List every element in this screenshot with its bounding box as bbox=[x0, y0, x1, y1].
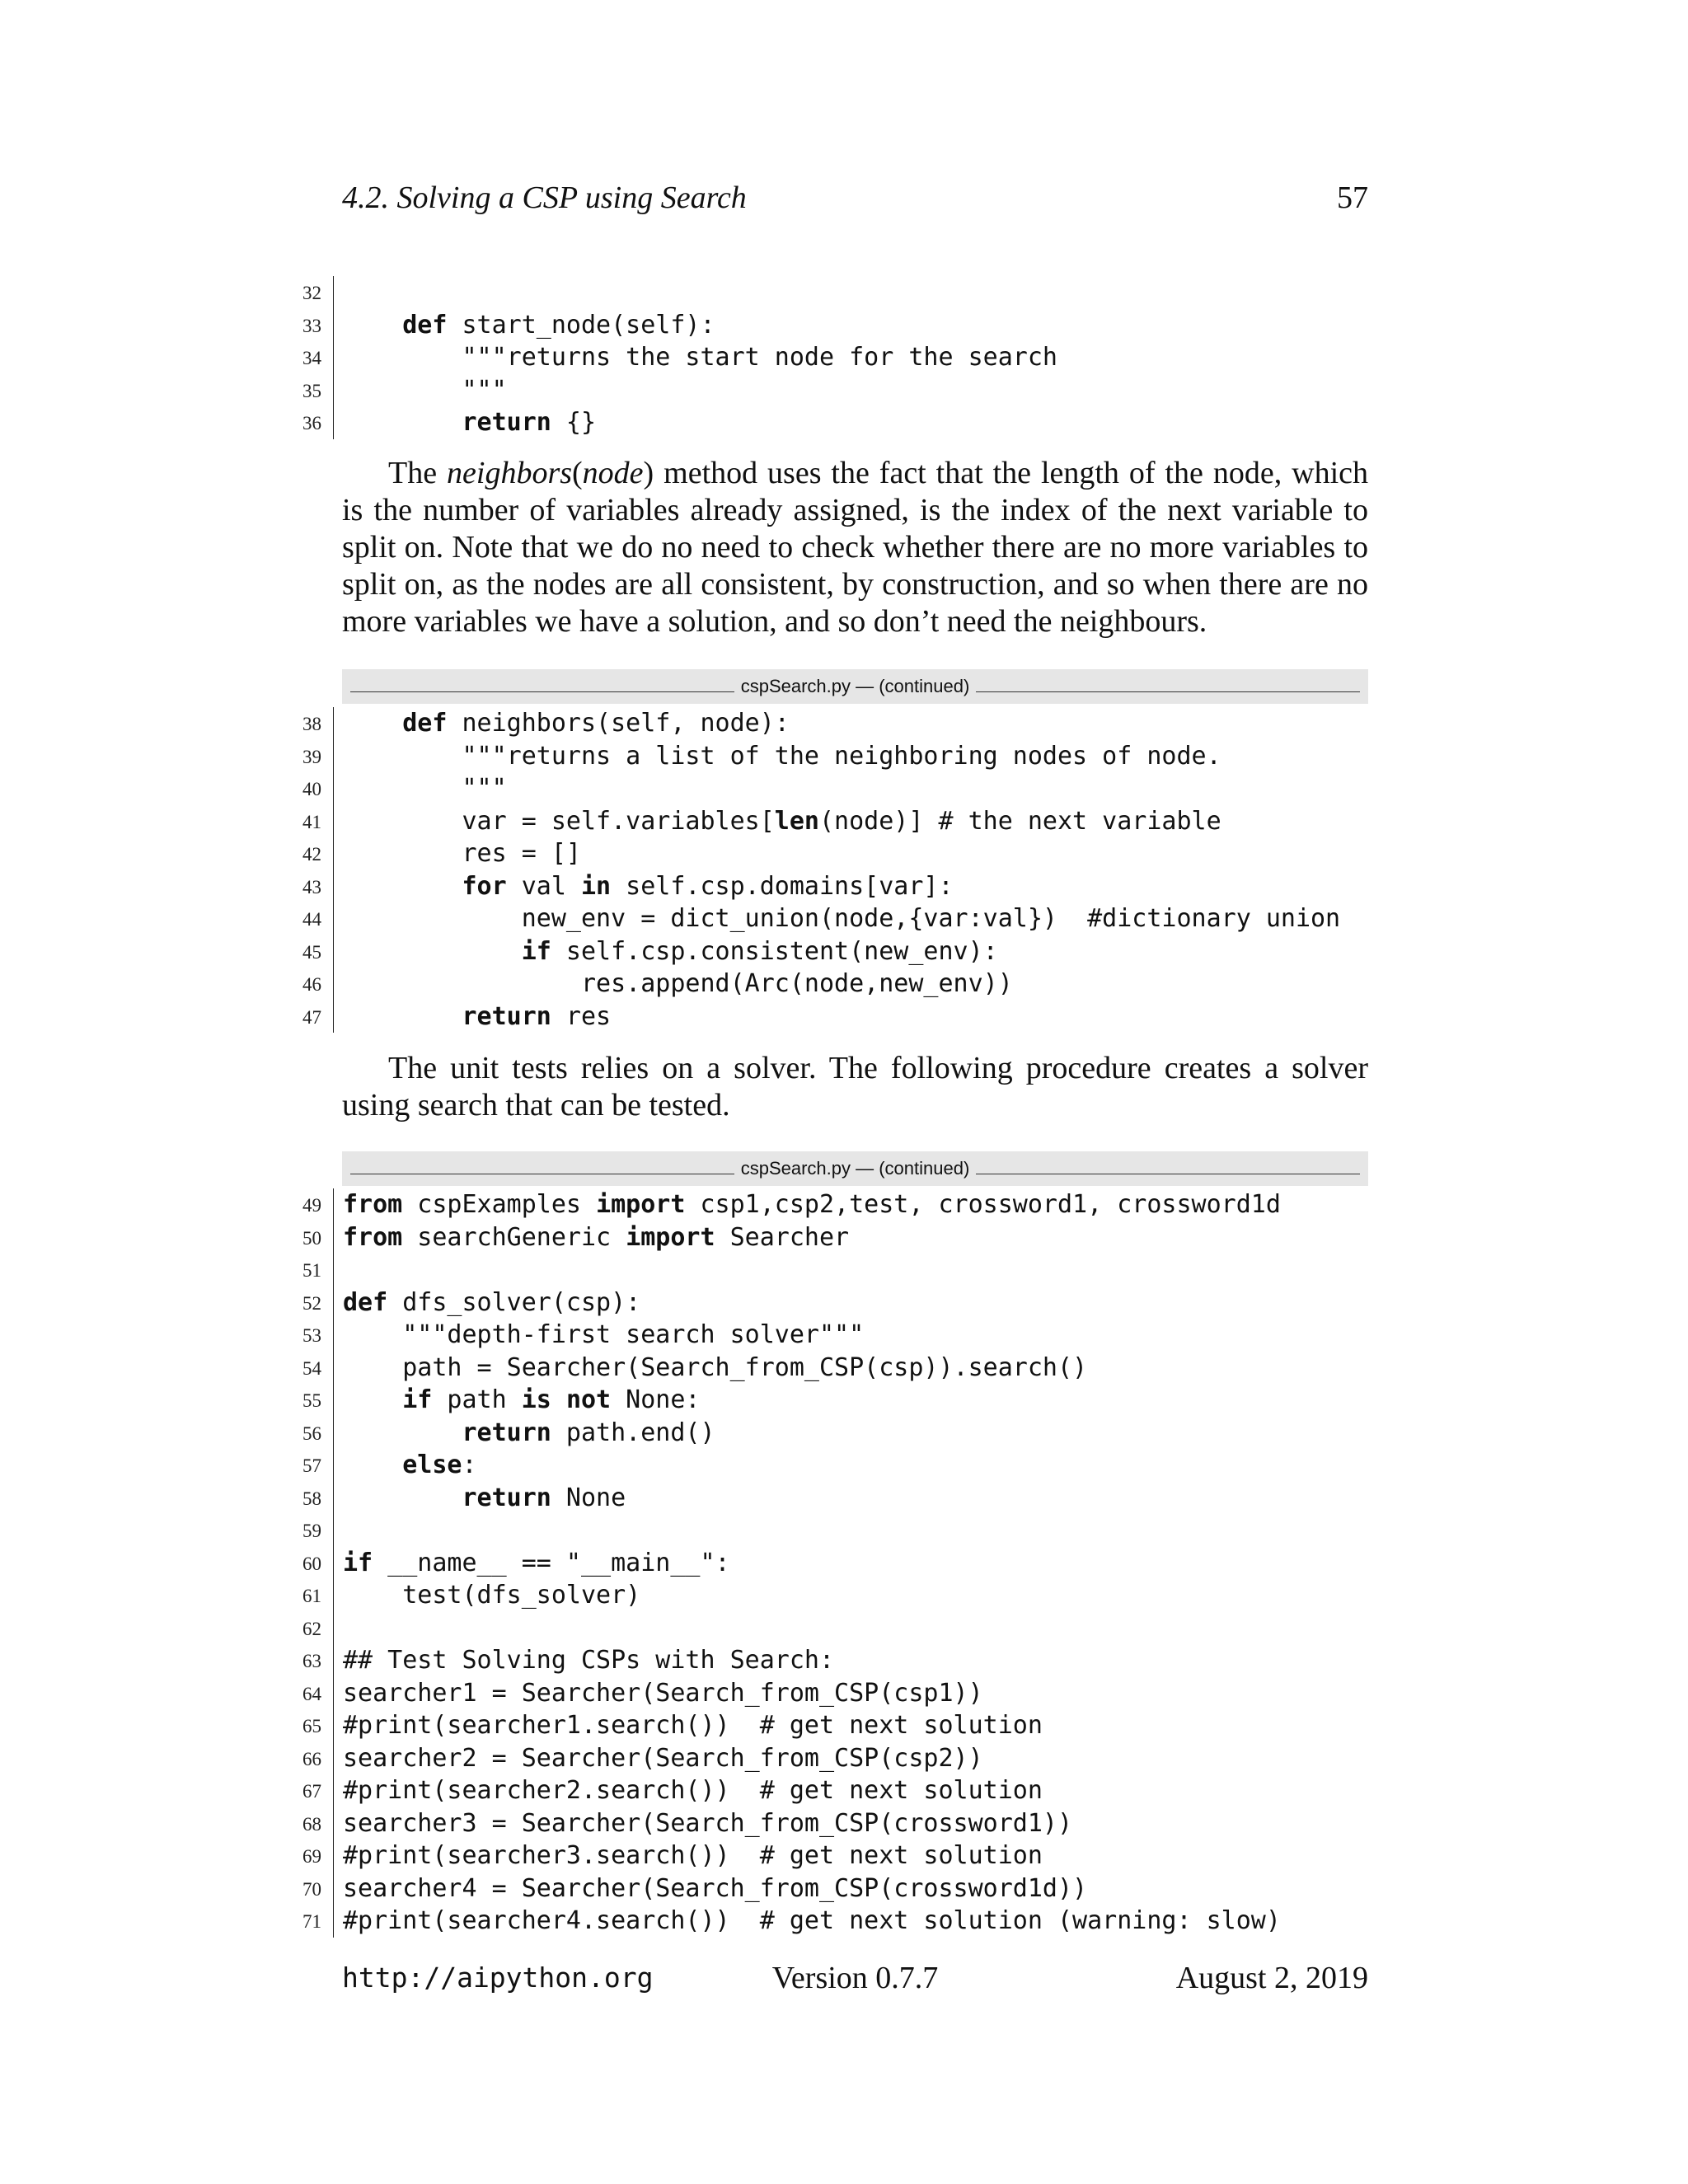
code-line bbox=[288, 341, 1376, 374]
code-keyword: from bbox=[343, 1190, 403, 1219]
code-text: test(dfs_solver) bbox=[343, 1581, 641, 1610]
line-number: 42 bbox=[302, 844, 321, 865]
code-line bbox=[288, 1449, 1376, 1482]
code-text: for val in self.csp.domains[var]: bbox=[462, 871, 954, 901]
code-line bbox=[288, 1709, 1376, 1742]
footer-url[interactable]: http://aipython.org bbox=[342, 1961, 654, 1994]
line-number: 71 bbox=[302, 1911, 321, 1932]
code-line bbox=[288, 1514, 1376, 1547]
code-text: return path.end() bbox=[462, 1418, 715, 1447]
listing-caption: cspSearch.py — (continued) bbox=[734, 1158, 977, 1179]
code-text: searcher4 = Searcher(Search_from_CSP(crossword1d)) bbox=[343, 1873, 1088, 1903]
code-text: new_env = dict_union(node,{var:val}) #dictionary union bbox=[343, 904, 1341, 933]
code-keyword: is bbox=[521, 1385, 551, 1414]
code-keyword: in bbox=[581, 871, 612, 901]
code-line bbox=[288, 1417, 1376, 1450]
code-line bbox=[288, 1872, 1376, 1905]
code-line bbox=[288, 1352, 1376, 1385]
code-listing-start-node bbox=[288, 276, 1376, 439]
code-text: #print(searcher1.search()) # get next solution bbox=[343, 1711, 1043, 1740]
line-number: 67 bbox=[302, 1781, 321, 1802]
code-line bbox=[288, 1482, 1376, 1515]
code-text: """returns a list of the neighboring nodes of node. bbox=[343, 741, 1221, 771]
code-line bbox=[288, 1286, 1376, 1319]
code-line bbox=[288, 1579, 1376, 1612]
code-listing-neighbors bbox=[288, 707, 1376, 1033]
paragraph-neighbors: The neighbors(node) method uses the fact that the length of the node, which is the number of variables already assigned, is the index of the next variable to split on. Note that we do no need to check whether there are no more variables to split on, as the nodes are all consistent, by construction, and so when there are no more variables we have a solution, and so don’t need the neighbours. bbox=[342, 456, 1368, 639]
code-text: if self.csp.consistent(new_env): bbox=[521, 936, 998, 966]
running-header bbox=[342, 180, 1368, 221]
code-keyword: import bbox=[596, 1190, 686, 1219]
line-number: 62 bbox=[302, 1618, 321, 1639]
code-line bbox=[288, 772, 1376, 805]
code-line bbox=[288, 968, 1376, 1001]
line-number: 35 bbox=[302, 380, 321, 401]
code-text: path = Searcher(Search_from_CSP(csp)).search() bbox=[343, 1352, 1088, 1382]
line-number: 65 bbox=[302, 1716, 321, 1736]
code-keyword: if bbox=[343, 1548, 373, 1577]
code-text: def neighbors(self, node): bbox=[402, 709, 790, 738]
code-keyword: return bbox=[462, 408, 551, 437]
code-text: return {} bbox=[462, 408, 597, 437]
paragraph-unit-tests: The unit tests relies on a solver. The following procedure creates a solver using search that can be tested. bbox=[342, 1051, 1368, 1122]
code-text: searcher2 = Searcher(Search_from_CSP(csp2)) bbox=[343, 1743, 983, 1773]
line-number: 34 bbox=[302, 348, 321, 368]
page-number: 57 bbox=[1337, 180, 1368, 215]
code-keyword: def bbox=[343, 1287, 388, 1317]
code-line bbox=[288, 707, 1376, 740]
method-argument: node bbox=[582, 456, 644, 490]
code-text: #print(searcher2.search()) # get next solution bbox=[343, 1776, 1043, 1805]
line-number: 41 bbox=[302, 811, 321, 832]
code-text: from cspExamples import csp1,csp2,test, crossword1, crossword1d bbox=[343, 1190, 1281, 1219]
line-number: 51 bbox=[302, 1260, 321, 1281]
line-number: 64 bbox=[302, 1683, 321, 1704]
code-text: return res bbox=[462, 1001, 612, 1031]
line-number: 57 bbox=[302, 1455, 321, 1476]
code-text: var = self.variables[len(node)] # the next variable bbox=[343, 806, 1221, 836]
code-keyword: for bbox=[462, 871, 507, 901]
code-text: """returns the start node for the search bbox=[343, 343, 1057, 372]
code-line bbox=[288, 309, 1376, 342]
line-number: 54 bbox=[302, 1357, 321, 1379]
line-number: 39 bbox=[302, 746, 321, 767]
code-text: else: bbox=[402, 1451, 477, 1479]
code-text: ## Test Solving CSPs with Search: bbox=[343, 1646, 835, 1675]
code-line bbox=[288, 870, 1376, 903]
line-number: 58 bbox=[302, 1488, 321, 1509]
code-line bbox=[288, 1677, 1376, 1710]
code-text: if __name__ == "__main__": bbox=[343, 1548, 730, 1577]
code-line bbox=[288, 1774, 1376, 1807]
code-line bbox=[288, 1319, 1376, 1352]
code-keyword: from bbox=[343, 1222, 403, 1252]
line-number: 55 bbox=[302, 1390, 321, 1411]
code-keyword: return bbox=[462, 1001, 551, 1031]
listing-caption: cspSearch.py — (continued) bbox=[734, 676, 977, 696]
code-line bbox=[288, 406, 1376, 439]
code-line bbox=[288, 935, 1376, 968]
code-keyword: import bbox=[626, 1222, 715, 1252]
line-number: 53 bbox=[302, 1325, 321, 1346]
line-number: 33 bbox=[302, 315, 321, 336]
line-number: 38 bbox=[302, 714, 321, 734]
code-text: """ bbox=[343, 375, 507, 405]
line-number: 59 bbox=[302, 1521, 321, 1541]
code-text: if path is not None: bbox=[402, 1385, 701, 1414]
code-keyword: return bbox=[462, 1483, 551, 1512]
method-name: neighbors bbox=[447, 456, 573, 490]
line-number: 68 bbox=[302, 1813, 321, 1835]
code-line bbox=[288, 1188, 1376, 1221]
code-text: return None bbox=[462, 1483, 626, 1512]
code-text: searcher3 = Searcher(Search_from_CSP(crossword1)) bbox=[343, 1808, 1073, 1838]
code-line bbox=[288, 1384, 1376, 1417]
line-number: 45 bbox=[302, 941, 321, 963]
line-number: 32 bbox=[302, 283, 321, 303]
line-number: 63 bbox=[302, 1651, 321, 1671]
line-number: 49 bbox=[302, 1195, 321, 1216]
line-number: 47 bbox=[302, 1006, 321, 1028]
line-number: 70 bbox=[302, 1878, 321, 1900]
code-text: from searchGeneric import Searcher bbox=[343, 1222, 850, 1252]
line-number: 46 bbox=[302, 974, 321, 995]
listing-banner bbox=[342, 669, 1368, 704]
code-text: def dfs_solver(csp): bbox=[343, 1287, 641, 1317]
code-text: searcher1 = Searcher(Search_from_CSP(csp1)) bbox=[343, 1678, 983, 1708]
code-text: res.append(Arc(node,new_env)) bbox=[343, 969, 1013, 998]
line-number: 40 bbox=[302, 779, 321, 799]
code-line bbox=[288, 805, 1376, 838]
code-keyword: if bbox=[521, 936, 551, 966]
line-number: 66 bbox=[302, 1748, 321, 1769]
code-keyword: if bbox=[402, 1385, 433, 1414]
code-line bbox=[288, 740, 1376, 773]
code-listing-dfs-solver bbox=[288, 1188, 1376, 1938]
code-keyword: def bbox=[402, 709, 448, 738]
code-line bbox=[288, 1807, 1376, 1840]
code-keyword: else bbox=[402, 1451, 462, 1479]
line-number: 50 bbox=[302, 1227, 321, 1249]
code-line bbox=[288, 1644, 1376, 1677]
line-number: 36 bbox=[302, 413, 321, 434]
code-text: """depth-first search solver""" bbox=[343, 1320, 865, 1349]
section-title: 4.2. Solving a CSP using Search bbox=[342, 180, 747, 215]
code-keyword: len bbox=[774, 806, 819, 836]
code-text: #print(searcher4.search()) # get next solution (warning: slow) bbox=[343, 1906, 1281, 1935]
code-keyword: not bbox=[565, 1385, 612, 1414]
line-number: 60 bbox=[302, 1553, 321, 1574]
footer-date: August 2, 2019 bbox=[1175, 1961, 1368, 1995]
code-line bbox=[288, 837, 1376, 870]
listing-banner bbox=[342, 1151, 1368, 1186]
line-number: 52 bbox=[302, 1292, 321, 1314]
page-footer bbox=[342, 1960, 1368, 2001]
line-number: 56 bbox=[302, 1422, 321, 1444]
footer-version: Version 0.7.7 bbox=[771, 1961, 939, 1995]
code-line bbox=[288, 276, 1376, 309]
line-number: 69 bbox=[302, 1846, 321, 1867]
line-number: 61 bbox=[302, 1586, 321, 1606]
code-text: def start_node(self): bbox=[402, 310, 715, 340]
code-line bbox=[288, 1840, 1376, 1872]
code-keyword: return bbox=[462, 1418, 551, 1447]
code-line bbox=[288, 1612, 1376, 1645]
code-line bbox=[288, 1905, 1376, 1938]
code-text: """ bbox=[343, 774, 507, 803]
line-number: 43 bbox=[302, 876, 321, 898]
code-line bbox=[288, 1547, 1376, 1580]
code-line bbox=[288, 374, 1376, 407]
code-text: res = [] bbox=[343, 839, 581, 868]
code-text: #print(searcher3.search()) # get next solution bbox=[343, 1841, 1043, 1870]
code-line bbox=[288, 1254, 1376, 1286]
line-number: 44 bbox=[302, 909, 321, 930]
code-keyword: def bbox=[402, 310, 448, 340]
code-line bbox=[288, 1742, 1376, 1775]
code-line bbox=[288, 902, 1376, 935]
code-line bbox=[288, 1001, 1376, 1033]
code-line bbox=[288, 1221, 1376, 1254]
